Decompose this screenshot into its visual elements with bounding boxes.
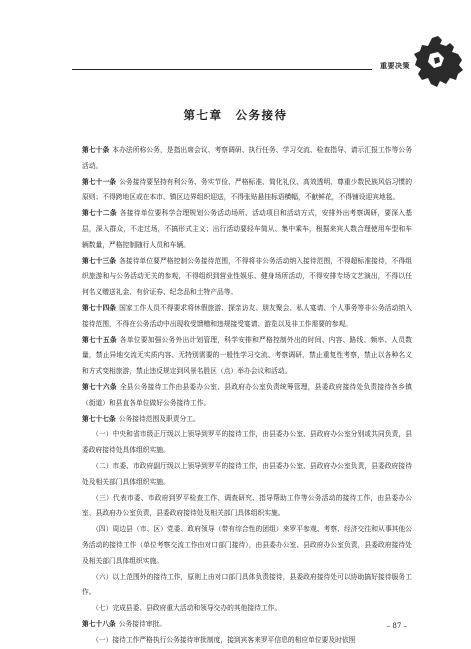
- article-text: （一）中央和省市级正厅级以上领导到罗平的接待工作，由县委办公室、县政府办公室分别或共同负责，县委政府接待处具体组织实施。: [82, 430, 412, 455]
- article-text: 公务接待要坚持有利公务、务实节俭、严格标准、简化礼仪、高效透明、尊重少数民族风俗习惯的原则；不得跨地区或在本市、镇区边界组织迎送，不得张贴悬挂标语横幅，不献鲜花，不得铺设迎宾地毯。: [82, 177, 412, 202]
- article-text: 公务接待范围及职责分工。: [118, 414, 200, 423]
- article-text: （四）周边县（市、区）党委、政府领导（带有综合性的团组）来罗平参观、考察、经济交往和从事其他公务活动的接待工作（单位考察交流工作由对口部门接待），由县委办公室、县政府办公室负责，县委政府接待处及相关部门具体组织实施。: [82, 525, 412, 565]
- article-text: 各单位要加强公务外出计划管理，科学安排和严格控制外出的时间、内容、路线、频率、人员数量，禁止异地交流无实质内容、无特别需要的一般性学习交流、考察调研，禁止重复性考察，禁止以各种名义和方式变相旅游，禁止违反规定到风景名胜区（点）举办会议和活动。: [82, 335, 412, 376]
- article-text: （一）接待工作严格执行公务接待审批制度，接到宾客来罗平信息的相应单位要及时依照: [92, 635, 356, 644]
- article-paragraph: [82, 380, 412, 412]
- article-text: （七）完成县委、县政府重大活动和领导交办的其他接待工作。: [92, 604, 282, 613]
- article-number: 第七十七条: [82, 414, 116, 423]
- header-section-label: 重要决策: [380, 62, 410, 70]
- page-number: – 87 –: [386, 622, 407, 630]
- article-paragraph: [82, 143, 412, 175]
- article-paragraph: [82, 175, 412, 207]
- body-text: [82, 143, 412, 649]
- article-text: 各接待单位要严格控制公务接待范围，不得将非公务活动纳入接待范围，不得超标准接待，不得组织旅游和与公务活动无关的参观，不得组织到营业性娱乐、健身场所活动，不得安排专场文艺演出，不得以任何名义赠送礼金、有价证券、纪念品和土特产品等。: [82, 256, 412, 297]
- article-paragraph: [82, 459, 412, 491]
- article-paragraph: [82, 301, 412, 333]
- article-paragraph: [82, 522, 412, 569]
- article-paragraph: [82, 601, 412, 617]
- article-paragraph: [82, 206, 412, 253]
- article-paragraph: [82, 412, 412, 428]
- article-paragraph: [82, 254, 412, 301]
- article-paragraph: [82, 491, 412, 523]
- header-rule: [72, 69, 372, 70]
- article-number: 第七十五条: [82, 335, 117, 344]
- article-number: 第七十一条: [82, 177, 117, 186]
- article-text: 本办法所称公务，是指出席会议、考察调研、执行任务、学习交流、检查指导、请示汇报工作等公务活动。: [82, 146, 412, 170]
- article-number: 第七十二条: [82, 209, 117, 218]
- article-text: 全县公务接待工作由县委办公室、县政府办公室负责统筹管理，县委政府接待处负责接待各乡镇（街道）和县直各单位做好公务接待工作。: [82, 382, 412, 407]
- article-text: 各接待单位要科学合理规划公务活动场所、活动项目和活动方式，安排外出考察调研，要深入基层，深入群众，不走过场，不搞形式主义；出行活动要轻车简从、集中乘车，根据来宾人数合理使用车型和车辆数量，严格控制随行人员和车辆。: [82, 209, 412, 249]
- article-number: 第七十三条: [82, 256, 117, 265]
- article-number: 第七十条: [82, 146, 110, 154]
- article-number: 第七十四条: [82, 303, 117, 312]
- article-number: 第七十六条: [82, 382, 117, 391]
- article-paragraph: [82, 427, 412, 459]
- region-map-icon: [410, 34, 466, 90]
- article-text: （二）市委、市政府副厅级以上领导到罗平的接待工作，由县委办公室、县政府办公室负责，县委政府接待处及相关部门具体组织实施。: [82, 461, 412, 486]
- chapter-title: 第七章 公务接待: [183, 108, 288, 122]
- article-paragraph: [82, 570, 412, 602]
- article-text: （三）代表市委、市政府到罗平检查工作、调查研究、指导帮助工作等公务活动的接待工作，由县委办公室、县政府办公室负责，县委政府接待处及相关部门具体组织实施。: [82, 493, 412, 518]
- article-text: （六）以上范围外的接待工作，原则上由对口部门具体负责接待，县委政府接待处可以协助搞好接待服务工作。: [82, 572, 412, 597]
- article-paragraph: [82, 633, 412, 649]
- article-text: 公务接待审批。: [118, 619, 167, 628]
- article-number: 第七十八条: [82, 619, 116, 628]
- article-paragraph: [82, 617, 412, 633]
- article-paragraph: [82, 333, 412, 380]
- article-text: 国家工作人员不得要求将休假旅游、探亲访友、朋友聚会、私人宴请、个人事务等非公务活动纳入接待范围，不得在公务活动中出现收受馈赠和违规接受宴请、游览以及非工作需要的参观。: [82, 303, 412, 328]
